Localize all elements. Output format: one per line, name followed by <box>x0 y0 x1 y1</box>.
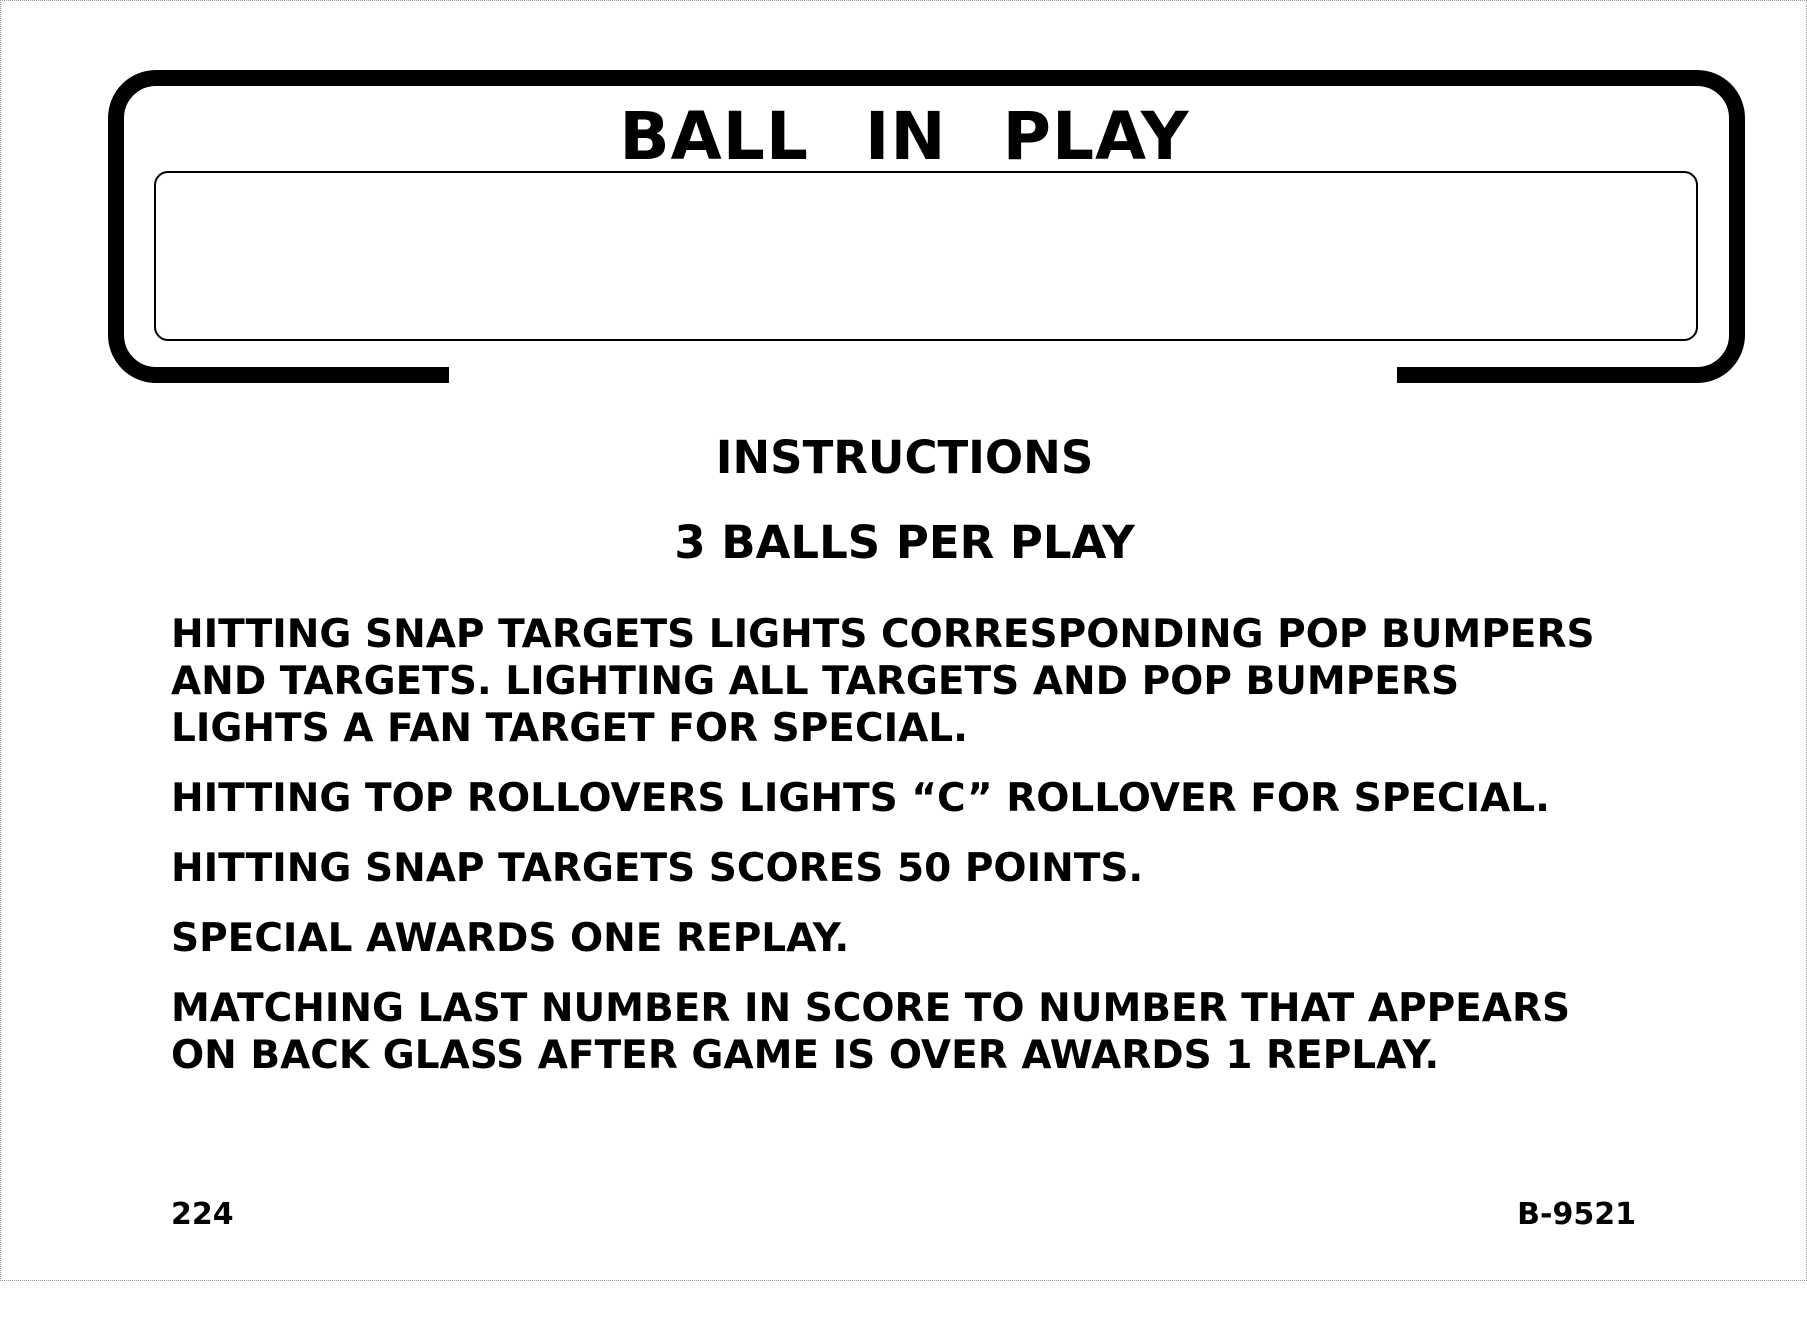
instruction-paragraph: HITTING SNAP TARGETS SCORES 50 POINTS. <box>171 846 1144 891</box>
instruction-list <box>171 611 1611 1102</box>
instructions-heading: INSTRUCTIONS <box>715 431 1094 484</box>
instruction-paragraph: HITTING TOP ROLLOVERS LIGHTS “C” ROLLOVER FOR SPECIAL. <box>171 776 1550 821</box>
ball-in-play-title: BALL IN PLAY <box>619 98 1190 175</box>
ball-in-play-window <box>154 171 1698 341</box>
part-number: B-9521 <box>1517 1197 1636 1232</box>
frame-bottom-gap <box>449 367 1397 387</box>
instruction-paragraph: SPECIAL AWARDS ONE REPLAY. <box>171 916 850 961</box>
instruction-paragraph: MATCHING LAST NUMBER IN SCORE TO NUMBER THAT APPEARS ON BACK GLASS AFTER GAME IS OVER AWARDS 1 REPLAY. <box>171 986 1571 1078</box>
balls-per-play-heading: 3 BALLS PER PLAY <box>674 516 1135 569</box>
card-number: 224 <box>171 1197 234 1232</box>
instruction-paragraph: HITTING SNAP TARGETS LIGHTS CORRESPONDING POP BUMPERS AND TARGETS. LIGHTING ALL TARGETS AND POP BUMPERS LIGHTS A FAN TARGET FOR SPECIAL. <box>171 612 1595 751</box>
